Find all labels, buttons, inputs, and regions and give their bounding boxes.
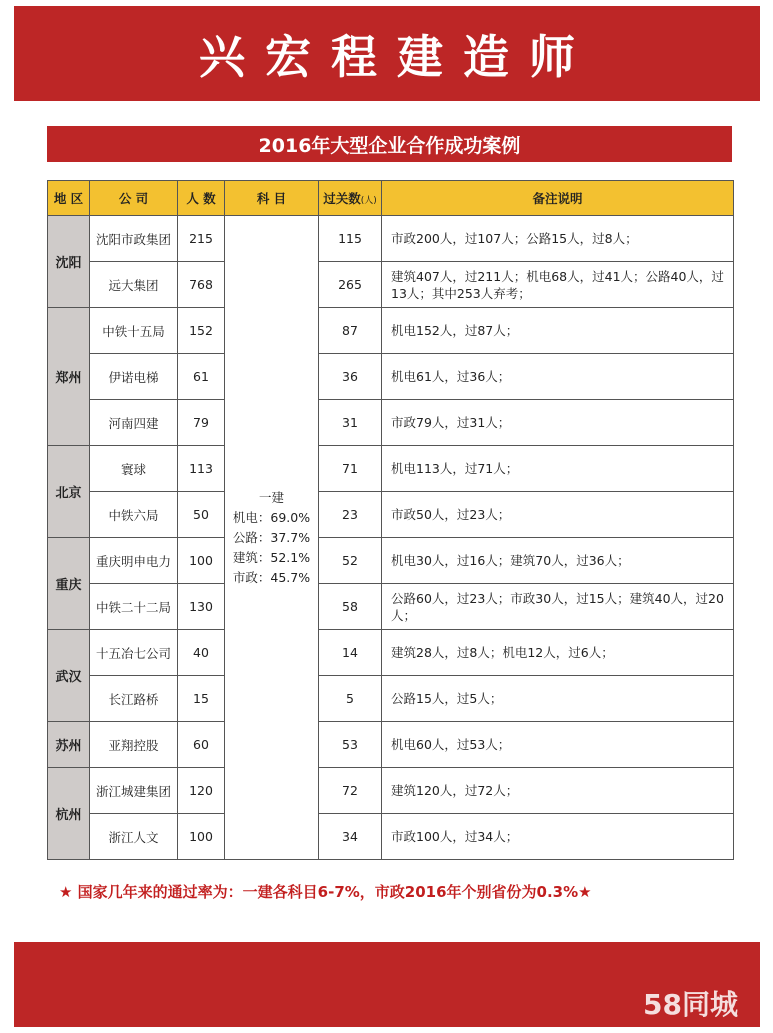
notes-cell: 机电113人，过71人； xyxy=(382,446,734,492)
notes-cell: 机电30人，过16人；建筑70人，过36人； xyxy=(382,538,734,584)
passed-cell: 53 xyxy=(319,722,382,768)
notes-cell: 机电61人，过36人； xyxy=(382,354,734,400)
company-cell: 长江路桥 xyxy=(90,676,178,722)
region-cell: 苏州 xyxy=(48,722,90,768)
notes-cell: 市政200人，过107人；公路15人，过8人； xyxy=(382,216,734,262)
table-row xyxy=(48,630,734,676)
region-cell: 北京 xyxy=(48,446,90,538)
count-cell: 120 xyxy=(178,768,225,814)
bottom-banner xyxy=(14,942,760,1027)
notes-cell: 市政50人，过23人； xyxy=(382,492,734,538)
company-cell: 浙江城建集团 xyxy=(90,768,178,814)
table-header-row xyxy=(48,181,734,216)
table-row xyxy=(48,216,734,262)
company-cell: 沈阳市政集团 xyxy=(90,216,178,262)
subject-rate: 机电：69.0% xyxy=(232,509,311,525)
poster-title: 兴宏程建造师 xyxy=(199,29,595,84)
region-cell: 武汉 xyxy=(48,630,90,722)
table-row xyxy=(48,262,734,308)
header-passed-label: 过关数 xyxy=(323,191,361,206)
count-cell: 15 xyxy=(178,676,225,722)
passed-cell: 58 xyxy=(319,584,382,630)
passed-cell: 14 xyxy=(319,630,382,676)
company-cell: 远大集团 xyxy=(90,262,178,308)
subject-rate: 市政：45.7% xyxy=(232,569,311,585)
table-row xyxy=(48,538,734,584)
notes-cell: 建筑120人，过72人； xyxy=(382,768,734,814)
company-cell: 中铁六局 xyxy=(90,492,178,538)
company-cell: 浙江人文 xyxy=(90,814,178,860)
table-row xyxy=(48,308,734,354)
subtitle-banner: 2016年大型企业合作成功案例 xyxy=(47,126,732,162)
passed-cell: 36 xyxy=(319,354,382,400)
table-row xyxy=(48,768,734,814)
company-cell: 寰球 xyxy=(90,446,178,492)
count-cell: 50 xyxy=(178,492,225,538)
table-row xyxy=(48,722,734,768)
subject-rate: 建筑：52.1% xyxy=(232,549,311,565)
header-passed-unit: (人) xyxy=(360,196,377,206)
passed-cell: 31 xyxy=(319,400,382,446)
count-cell: 215 xyxy=(178,216,225,262)
table-row xyxy=(48,446,734,492)
count-cell: 152 xyxy=(178,308,225,354)
pass-rate-note: ★ 国家几年来的通过率为：一建各科目6-7%，市政2016年个别省份为0.3%★ xyxy=(59,883,592,901)
count-cell: 40 xyxy=(178,630,225,676)
count-cell: 100 xyxy=(178,538,225,584)
region-cell: 杭州 xyxy=(48,768,90,860)
notes-cell: 公路60人，过23人；市政30人，过15人；建筑40人，过20人； xyxy=(382,584,734,630)
header-notes: 备注说明 xyxy=(382,181,734,216)
company-cell: 重庆明申电力 xyxy=(90,538,178,584)
table-row xyxy=(48,814,734,860)
table-row xyxy=(48,400,734,446)
passed-cell: 5 xyxy=(319,676,382,722)
company-cell: 亚翔控股 xyxy=(90,722,178,768)
subject-cell xyxy=(225,216,319,860)
count-cell: 61 xyxy=(178,354,225,400)
company-cell: 十五冶七公司 xyxy=(90,630,178,676)
notes-cell: 市政100人，过34人； xyxy=(382,814,734,860)
header-region: 地 区 xyxy=(48,181,90,216)
count-cell: 60 xyxy=(178,722,225,768)
notes-cell: 建筑407人，过211人；机电68人，过41人；公路40人，过13人；其中253人弃考； xyxy=(382,262,734,308)
notes-cell: 建筑28人，过8人；机电12人，过6人； xyxy=(382,630,734,676)
count-cell: 113 xyxy=(178,446,225,492)
notes-cell: 机电60人，过53人； xyxy=(382,722,734,768)
header-subject: 科 目 xyxy=(225,181,319,216)
watermark-logo: 58同城 xyxy=(643,988,738,1021)
count-cell: 768 xyxy=(178,262,225,308)
passed-cell: 265 xyxy=(319,262,382,308)
header-company: 公 司 xyxy=(90,181,178,216)
passed-cell: 52 xyxy=(319,538,382,584)
count-cell: 79 xyxy=(178,400,225,446)
table-row xyxy=(48,492,734,538)
notes-cell: 公路15人，过5人； xyxy=(382,676,734,722)
cases-table xyxy=(47,180,734,860)
header-count: 人 数 xyxy=(178,181,225,216)
poster xyxy=(14,6,760,1027)
company-cell: 伊诺电梯 xyxy=(90,354,178,400)
company-cell: 河南四建 xyxy=(90,400,178,446)
count-cell: 130 xyxy=(178,584,225,630)
header-passed xyxy=(319,181,382,216)
subject-rate: 公路：37.7% xyxy=(232,529,311,545)
count-cell: 100 xyxy=(178,814,225,860)
passed-cell: 23 xyxy=(319,492,382,538)
passed-cell: 34 xyxy=(319,814,382,860)
company-cell: 中铁二十二局 xyxy=(90,584,178,630)
region-cell: 沈阳 xyxy=(48,216,90,308)
company-cell: 中铁十五局 xyxy=(90,308,178,354)
passed-cell: 87 xyxy=(319,308,382,354)
table-row xyxy=(48,584,734,630)
region-cell: 郑州 xyxy=(48,308,90,446)
table-row xyxy=(48,354,734,400)
passed-cell: 115 xyxy=(319,216,382,262)
title-banner xyxy=(14,6,760,101)
table-row xyxy=(48,676,734,722)
region-cell: 重庆 xyxy=(48,538,90,630)
passed-cell: 72 xyxy=(319,768,382,814)
notes-cell: 机电152人，过87人； xyxy=(382,308,734,354)
passed-cell: 71 xyxy=(319,446,382,492)
notes-cell: 市政79人，过31人； xyxy=(382,400,734,446)
subject-title: 一建 xyxy=(258,489,284,505)
